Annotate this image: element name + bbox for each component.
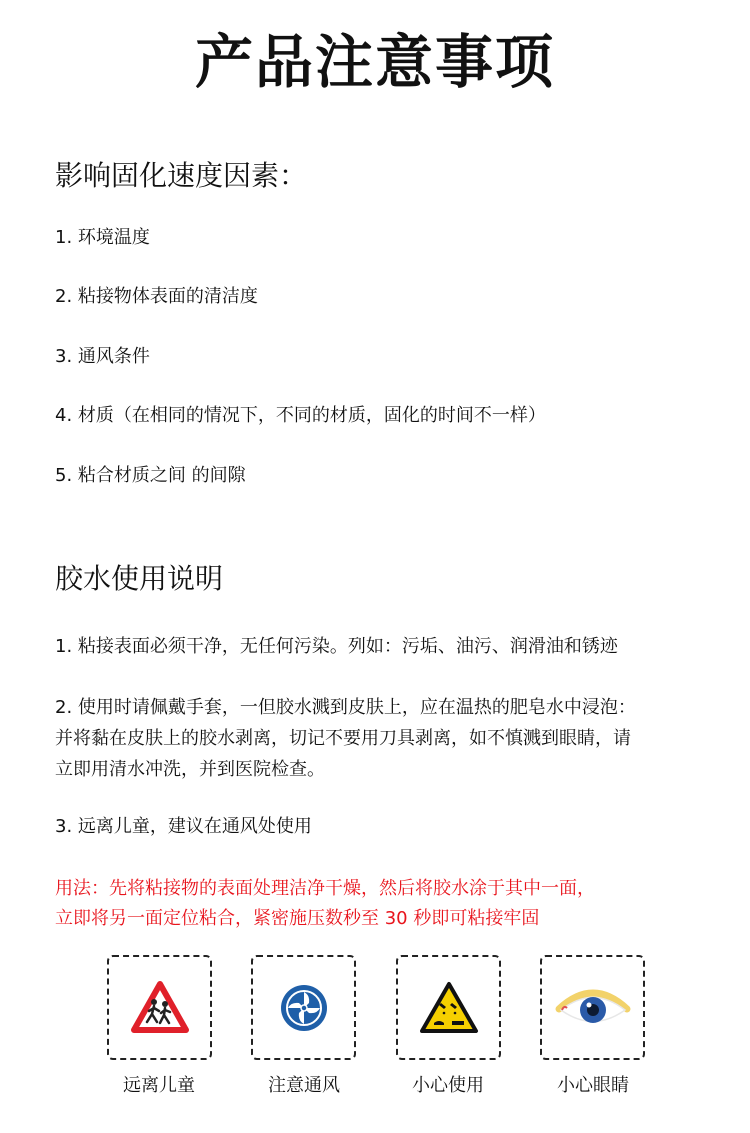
usage-line: 用法：先将粘接物的表面处理洁净干燥，然后将胶水涂于其中一面， <box>55 878 595 899</box>
icon-label: 小心使用 <box>412 1075 484 1096</box>
icon-card-eye <box>540 955 645 1060</box>
instruction-line: 立即用清水冲洗，并到医院检查。 <box>55 759 325 780</box>
usage-note <box>55 874 595 934</box>
factors-heading: 影响固化速度因素： <box>55 159 308 192</box>
factor-item: 5. 粘合材质之间 的间隙 <box>55 465 246 486</box>
corrosive-warning-icon <box>419 981 479 1035</box>
factor-item: 3. 通风条件 <box>55 346 150 367</box>
icon-label: 远离儿童 <box>123 1075 195 1096</box>
eye-icon <box>553 983 633 1033</box>
instruction-line: 2. 使用时请佩戴手套，一但胶水溅到皮肤上，应在温热的肥皂水中浸泡： <box>55 697 636 718</box>
instruction-item-2 <box>55 692 636 785</box>
icon-card-children <box>107 955 212 1060</box>
icon-card-caution <box>396 955 501 1060</box>
instruction-item-3: 3. 远离儿童，建议在通风处使用 <box>55 816 312 837</box>
instruction-line: 并将黏在皮肤上的胶水剥离，切记不要用刀具剥离，如不慎溅到眼睛，请 <box>55 728 631 749</box>
instructions-heading: 胶水使用说明 <box>55 562 224 595</box>
usage-line: 立即将另一面定位粘合，紧密施压数秒至 30 秒即可粘接牢固 <box>55 908 540 929</box>
children-warning-icon <box>130 980 190 1036</box>
factor-item: 1. 环境温度 <box>55 227 150 248</box>
instruction-item-1: 1. 粘接表面必须干净，无任何污染。列如：污垢、油污、润滑油和锈迹 <box>55 636 618 657</box>
icon-label: 小心眼睛 <box>557 1075 629 1096</box>
factor-item: 2. 粘接物体表面的清洁度 <box>55 286 258 307</box>
factor-item: 4. 材质（在相同的情况下，不同的材质，固化的时间不一样） <box>55 405 546 426</box>
icon-card-ventilation <box>251 955 356 1060</box>
page-title: 产品注意事项 <box>194 28 555 96</box>
ventilation-fan-icon <box>279 983 329 1033</box>
icon-label: 注意通风 <box>268 1075 340 1096</box>
